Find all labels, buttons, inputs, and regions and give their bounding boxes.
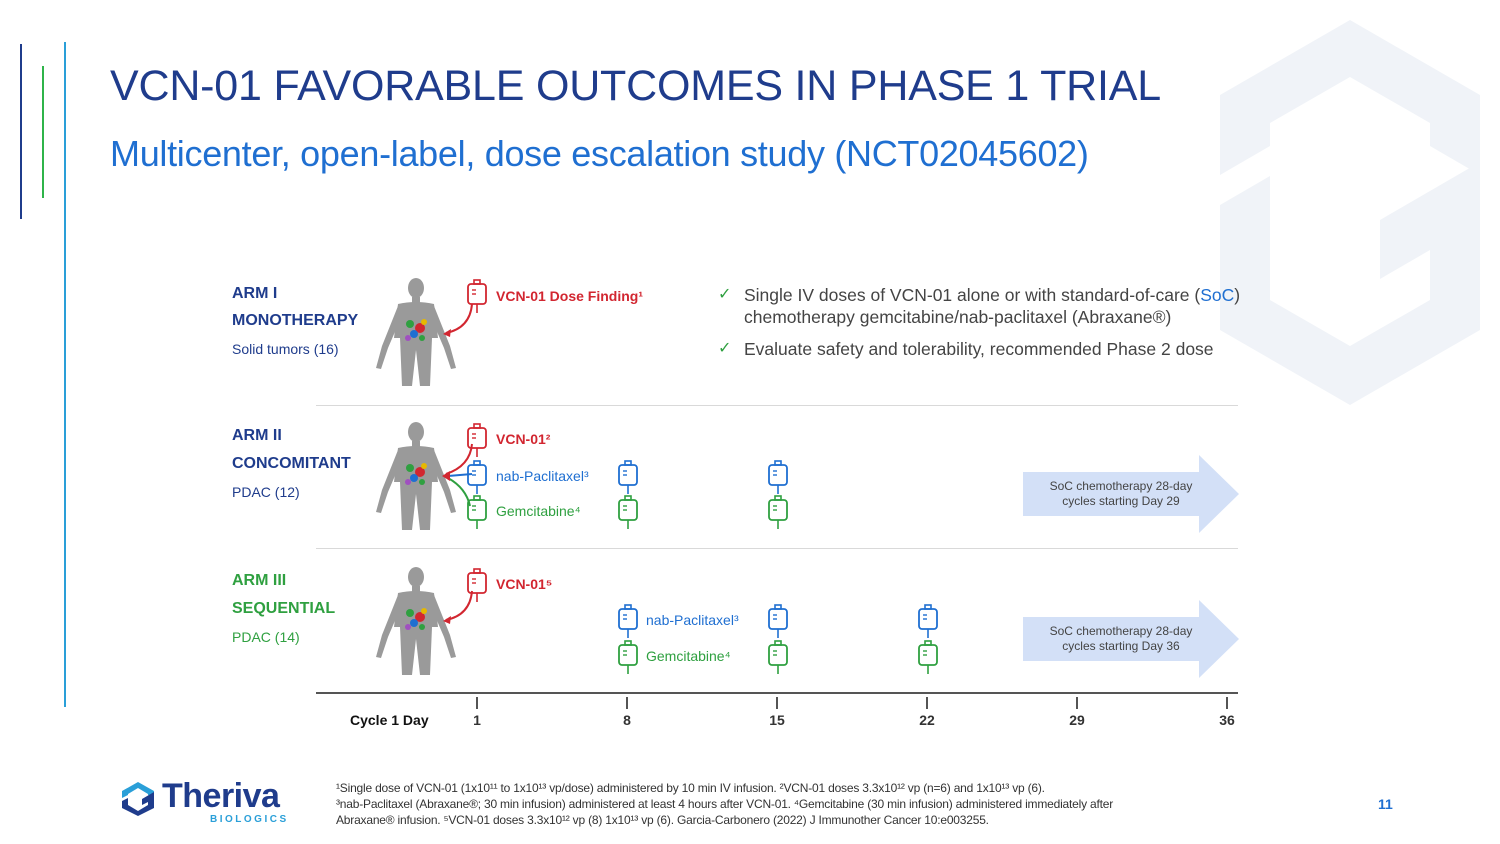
arm-divider	[316, 548, 1238, 549]
logo-tagline: BIOLOGICS	[210, 814, 289, 825]
page-number: 11	[1378, 796, 1393, 812]
footnote-line: ¹Single dose of VCN-01 (1x10¹¹ to 1x10¹³ vp/dose) administered by 10 min IV infusion. ²VCN-01 doses 3.3x10¹² vp (n=6) and 1x10¹³ vp (6).	[336, 781, 1045, 795]
page-subtitle: Multicenter, open-label, dose escalation study (NCT02045602)	[110, 133, 1089, 174]
timeline-day-label: 1	[473, 712, 481, 728]
infusion-bag-icon	[466, 568, 488, 604]
infusion-bag-icon	[767, 640, 789, 676]
accent-bar-green	[42, 66, 44, 198]
check-icon: ✓	[718, 340, 732, 357]
bullet-item	[718, 338, 1298, 360]
timeline-day-label: 22	[919, 712, 935, 728]
accent-bar-navy	[20, 44, 22, 219]
infusion-bag-icon	[917, 604, 939, 640]
infusion-bag-icon	[917, 640, 939, 676]
accent-bar-cyan	[64, 42, 66, 707]
arm-3-drug-nab-paclitaxel: nab-Paclitaxel³	[646, 612, 739, 628]
soc-arrow-arm-2-text: SoC chemotherapy 28-day cycles starting Day 29	[1049, 479, 1193, 508]
arm-2-population: PDAC (12)	[232, 484, 300, 500]
arm-2-drug-nab-paclitaxel: nab-Paclitaxel³	[496, 468, 589, 484]
check-icon: ✓	[718, 286, 732, 303]
timeline-axis	[316, 692, 1238, 694]
soc-arrow-arm-3	[1023, 600, 1239, 678]
footnotes	[336, 780, 1316, 828]
footnote-line: ³nab-Paclitaxel (Abraxane®; 30 min infusion) administered at least 4 hours after VCN-01. ⁴Gemcitabine (30 min infusion) administered immediately after	[336, 797, 1114, 811]
arm-1-type: MONOTHERAPY	[232, 312, 359, 329]
infusion-bag-icon	[767, 604, 789, 640]
timeline-day-label: 8	[623, 712, 631, 728]
timeline-tick	[1226, 697, 1228, 709]
infusion-bag-icon	[617, 495, 639, 531]
infusion-bag-icon	[466, 495, 488, 531]
infusion-bag-icon	[767, 495, 789, 531]
timeline-day-label: 36	[1219, 712, 1235, 728]
soc-arrow-arm-2	[1023, 455, 1239, 533]
arm-3-drug-vcn01: VCN-01⁵	[496, 576, 553, 592]
arm-1-drug-vcn01: VCN-01 Dose Finding¹	[496, 288, 644, 304]
theriva-logo	[118, 776, 308, 826]
timeline-tick	[626, 697, 628, 709]
logo-watermark	[1200, 0, 1500, 440]
timeline-tick	[776, 697, 778, 709]
soc-arrow-arm-3-text: SoC chemotherapy 28-day cycles starting Day 36	[1049, 624, 1193, 653]
infusion-bag-icon	[466, 423, 488, 459]
timeline-label: Cycle 1 Day	[350, 712, 429, 728]
theriva-logo-icon	[118, 780, 158, 816]
timeline-tick	[1076, 697, 1078, 709]
bullet-1-text-a: Single IV doses of VCN-01 alone or with standard-of-care (	[744, 285, 1201, 305]
timeline-tick	[926, 697, 928, 709]
arm-1-name: ARM I	[232, 285, 278, 302]
infusion-bag-icon	[617, 640, 639, 676]
bullet-2-text: Evaluate safety and tolerability, recommended Phase 2 dose	[744, 339, 1214, 359]
bullet-1-soc: SoC	[1200, 285, 1235, 305]
infusion-bag-icon	[466, 279, 488, 315]
bullet-item	[718, 284, 1298, 328]
key-points	[718, 284, 1298, 370]
infusion-bag-icon	[617, 460, 639, 496]
timeline-day-label: 29	[1069, 712, 1085, 728]
infusion-bag-icon	[466, 460, 488, 496]
arm-2-name: ARM II	[232, 427, 282, 444]
arm-1-population: Solid tumors (16)	[232, 341, 339, 357]
page-title: VCN-01 FAVORABLE OUTCOMES IN PHASE 1 TRIAL	[110, 62, 1161, 110]
timeline-day-label: 15	[769, 712, 785, 728]
logo-wordmark: Theriva	[162, 777, 280, 815]
bullet-1-text-b: ) chemotherapy gemcitabine/nab-paclitaxel (Abraxane®)	[744, 285, 1241, 327]
arm-3-population: PDAC (14)	[232, 629, 300, 645]
infusion-bag-icon	[617, 604, 639, 640]
arm-2-drug-vcn01: VCN-01²	[496, 431, 551, 447]
footnote-line: Abraxane® infusion. ⁵VCN-01 doses 3.3x10¹² vp (8) 1x10¹³ vp (6). Garcia-Carbonero (2022) J Immunother Cancer 10:e003255.	[336, 813, 989, 827]
arm-3-drug-gemcitabine: Gemcitabine⁴	[646, 648, 731, 664]
arm-2-drug-gemcitabine: Gemcitabine⁴	[496, 503, 581, 519]
timeline-tick	[476, 697, 478, 709]
arm-2-type: CONCOMITANT	[232, 455, 351, 472]
arm-3-type: SEQUENTIAL	[232, 600, 336, 617]
arm-3-name: ARM III	[232, 572, 287, 589]
infusion-bag-icon	[767, 460, 789, 496]
arm-divider	[316, 405, 1238, 406]
